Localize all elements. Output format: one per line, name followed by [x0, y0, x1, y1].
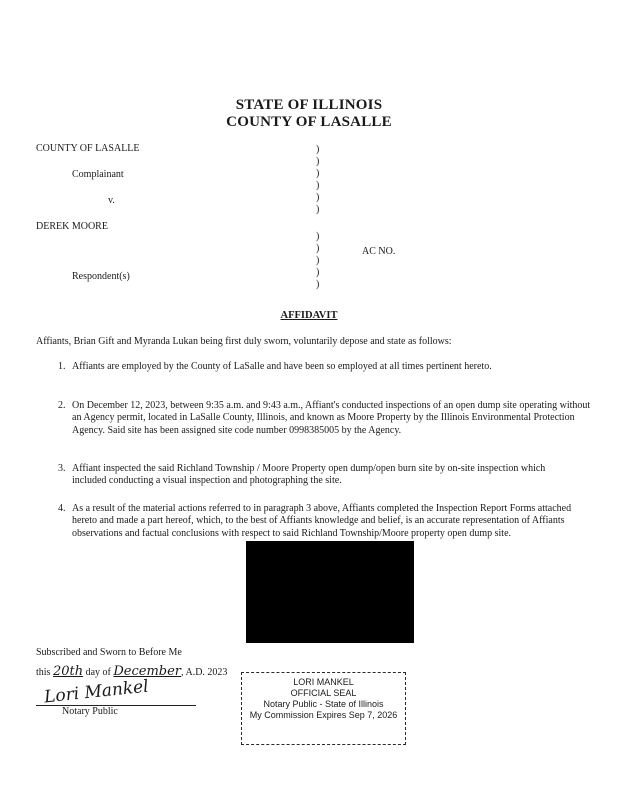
state-heading: STATE OF ILLINOIS: [235, 97, 383, 113]
redaction-block: [246, 541, 414, 643]
county-heading: COUNTY OF LASALLE: [226, 114, 392, 130]
complainant-label: Complainant: [72, 169, 124, 180]
day-of-label: day of: [85, 667, 111, 678]
plaintiff-name: COUNTY OF LASALLE: [36, 143, 140, 154]
subscribed-sworn-text: Subscribed and Sworn to Before Me: [36, 647, 182, 658]
notary-signature: Lori Mankel: [43, 676, 150, 708]
seal-expiration: My Commission Expires Sep 7, 2026: [249, 710, 398, 720]
item-text: On December 12, 2023, between 9:35 a.m. and 9:43 a.m., Affiant's conducted inspections of an open dump site operating without an Agency permit, located in LaSalle County, Illinois, and known as Moore Property by the Illinois Environmental Protection Agency. Said site has been assigned site code number 0998385005 by the Agency.: [72, 400, 591, 436]
seal-title: Notary Public - State of Illinois: [263, 699, 384, 709]
seal-official: OFFICIAL SEAL: [290, 688, 357, 698]
seal-name: LORI MANKEL: [293, 677, 354, 687]
item-text: Affiants are employed by the County of LaSalle and have been so employed at all times pertinent hereto.: [72, 361, 492, 372]
day-value: 20th: [52, 664, 84, 679]
this-label: this: [36, 667, 51, 678]
respondent-label: Respondent(s): [72, 271, 130, 282]
caption-parentheses-bottom: ) ) ) ) ): [316, 231, 320, 290]
item-number: 1.: [58, 361, 66, 372]
versus-label: v.: [108, 195, 115, 206]
notary-public-label: Notary Public: [62, 706, 118, 717]
item-text: As a result of the material actions referred to in paragraph 3 above, Affiants completed the Inspection Report Forms attached hereto and made a part hereof, which, to the best of Affiants knowledge and belief, is an accurate representation of Affiants observations and factual conclusions with respect to said Richland Township/Moore property open dump site.: [72, 503, 572, 539]
affidavit-title: AFFIDAVIT: [280, 310, 338, 321]
month-value: December: [113, 664, 182, 679]
item-number: 4.: [58, 503, 66, 514]
affidavit-intro: Affiants, Brian Gift and Myranda Lukan being first duly sworn, voluntarily depose and state as follows:: [36, 336, 452, 347]
case-number-label: AC NO.: [362, 246, 396, 257]
item-number: 3.: [58, 463, 66, 474]
defendant-name: DEREK MOORE: [36, 221, 108, 232]
item-number: 2.: [58, 400, 66, 411]
notary-seal-stamp: [241, 672, 406, 745]
item-text: Affiant inspected the said Richland Township / Moore Property open dump/open burn site by on-site inspection which included conducting a visual inspection and photographing the site.: [72, 463, 546, 487]
notary-date-line: [36, 664, 227, 679]
ad-year-label: , A.D. 2023: [181, 667, 228, 678]
caption-parentheses-top: ) ) ) ) ) ): [316, 144, 320, 215]
